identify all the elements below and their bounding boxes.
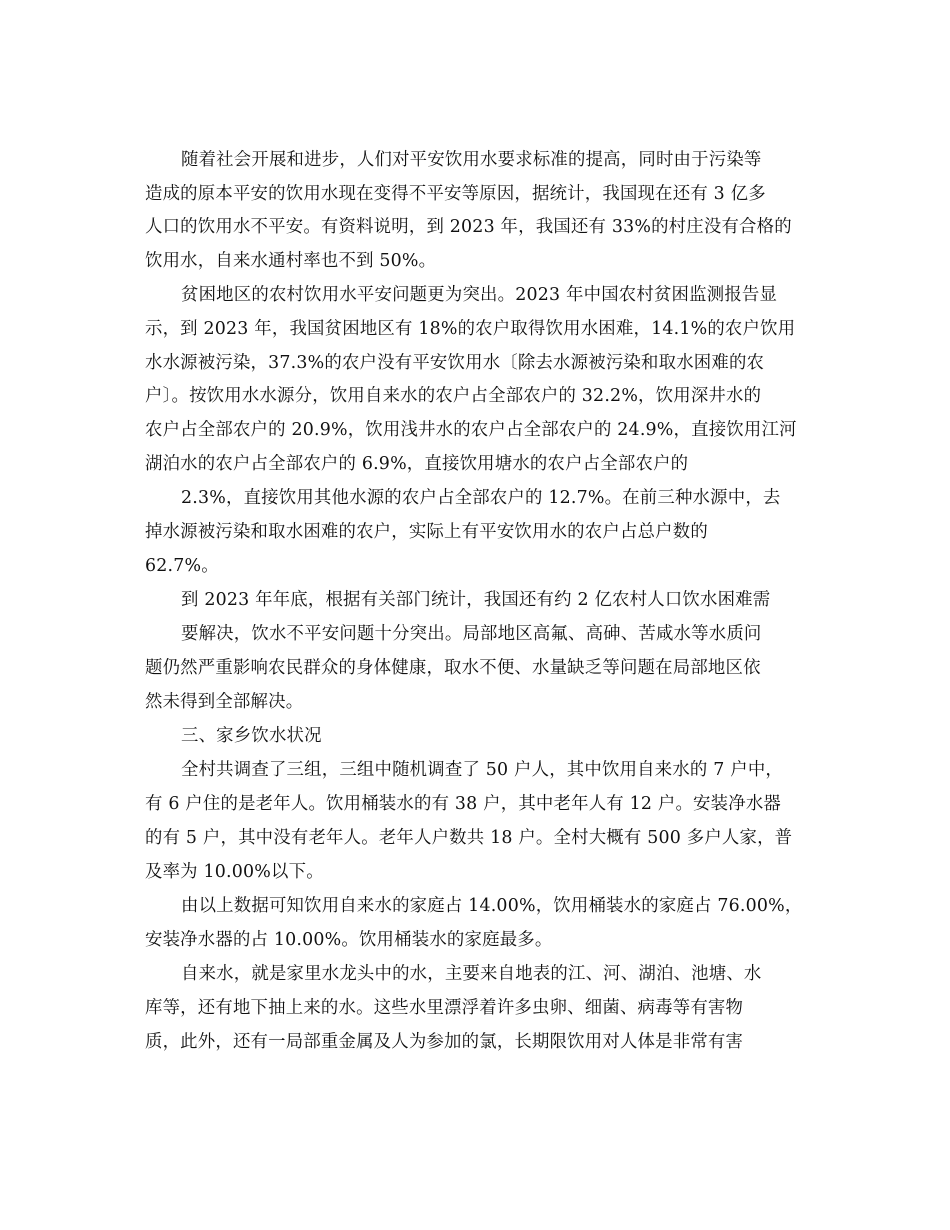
text-line: 湖泊水的农户占全部农户的 6.9%，直接饮用塘水的农户占全部农户的 (145, 454, 689, 474)
text-line: 题仍然严重影响农民群众的身体健康，取水不便、水量缺乏等问题在局部地区依 (145, 658, 761, 678)
section-heading: 三、家乡饮水状况 (181, 726, 322, 746)
text-line: 掉水源被污染和取水困难的农户，实际上有平安饮用水的农户占总户数的 (145, 522, 708, 542)
text-line: 示，到 2023 年，我国贫困地区有 18%的农户取得饮用水困难，14.1%的农户饮用 (145, 319, 796, 339)
text-line: 然未得到全部解决。 (145, 692, 304, 712)
text-line: 饮用水，自来水通村率也不到 50%。 (145, 251, 437, 271)
text-line: 有 6 户住的是老年人。饮用桶装水的有 38 户，其中老年人有 12 户。安装净水器 (145, 794, 782, 814)
text-line: 人口的饮用水不平安。有资料说明，到 2023 年，我国还有 33%的村庄没有合格的 (145, 217, 792, 237)
text-line: 贫困地区的农村饮用水平安问题更为突出。2023 年中国农村贫困监测报告显 (181, 285, 778, 305)
text-line: 要解决，饮水不平安问题十分突出。局部地区高氟、高砷、苦咸水等水质问 (181, 624, 762, 644)
text-line: 造成的原本平安的饮用水现在变得不平安等原因，据统计，我国现在还有 3 亿多 (145, 184, 766, 204)
text-line: 由以上数据可知饮用自来水的家庭占 14.00%，饮用桶装水的家庭占 76.00%， (181, 896, 803, 916)
text-line: 的有 5 户，其中没有老年人。老年人户数共 18 户。全村大概有 500 多户人家，普 (145, 828, 793, 848)
text-line: 安装净水器的占 10.00%。饮用桶装水的家庭最多。 (145, 930, 553, 950)
text-line: 质，此外，还有一局部重金属及人为参加的氯，长期限饮用对人体是非常有害 (145, 1032, 744, 1052)
text-line: 全村共调查了三组，三组中随机调查了 50 户人，其中饮用自来水的 7 户中， (181, 760, 784, 780)
text-line: 库等，还有地下抽上来的水。这些水里漂浮着许多虫卵、细菌、病毒等有害物 (145, 998, 744, 1018)
text-line: 自来水，就是家里水龙头中的水，主要来自地表的江、河、湖泊、池塘、水 (181, 964, 762, 984)
text-line: 2.3%，直接饮用其他水源的农户占全部农户的 12.7%。在前三种水源中，去 (181, 488, 781, 508)
text-line: 农户占全部农户的 20.9%，饮用浅井水的农户占全部农户的 24.9%，直接饮用江河 (145, 420, 797, 440)
text-line: 随着社会开展和进步，人们对平安饮用水要求标准的提高，同时由于污染等 (181, 150, 762, 170)
text-line: 户〕。按饮用水水源分，饮用自来水的农户占全部农户的 32.2%，饮用深井水的 (145, 386, 762, 406)
text-line: 水水源被污染，37.3%的农户没有平安饮用水〔除去水源被污染和取水困难的农 (145, 353, 765, 373)
text-line: 到 2023 年年底，根据有关部门统计，我国还有约 2 亿农村人口饮水困难需 (181, 590, 771, 610)
text-line: 62.7%。 (145, 556, 219, 576)
text-line: 及率为 10.00%以下。 (145, 862, 324, 882)
